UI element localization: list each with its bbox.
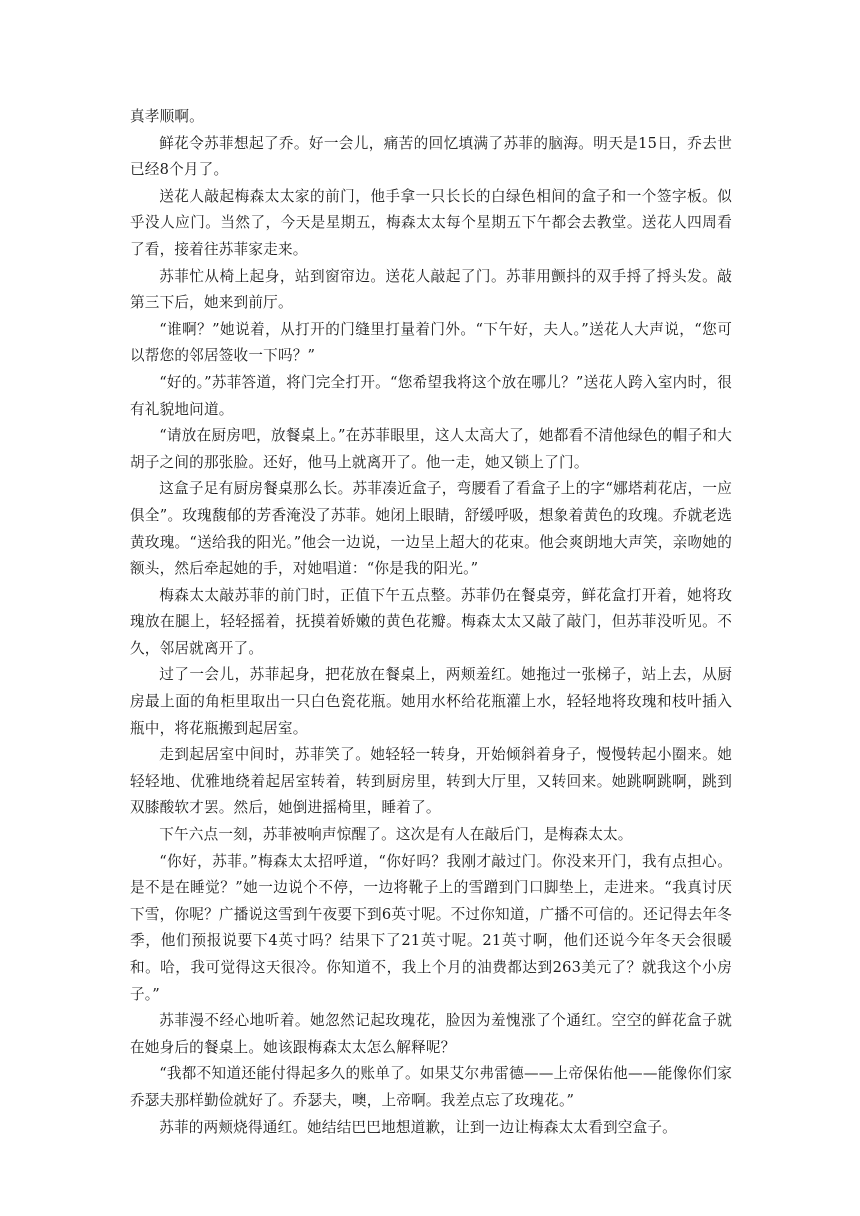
- paragraph: 过了一会儿，苏菲起身，把花放在餐桌上，两颊羞红。她拖过一张梯子，站上去，从厨房最上面的角柜里取出一只白色瓷花瓶。她用水杯给花瓶灌上水，轻轻地将玫瑰和枝叶插入瓶中，将花瓶搬到起居室。: [130, 666, 732, 737]
- paragraph: “请放在厨房吧，放餐桌上。”在苏菲眼里，这人太高大了，她都看不清他绿色的帽子和大胡子之间的那张脸。还好，他马上就离开了。他一走，她又锁上了门。: [130, 427, 732, 471]
- paragraph: “谁啊？”她说着，从打开的门缝里打量着门外。“下午好，夫人。”送花人大声说，“您可以帮您的邻居签收一下吗？”: [130, 320, 732, 365]
- paragraph: 走到起居室中间时，苏菲笑了。她轻轻一转身，开始倾斜着身子，慢慢转起小圈来。她轻轻地、优雅地绕着起居室转着，转到厨房里，转到大厅里，又转回来。她跳啊跳啊，跳到双膝酸软才罢。然后，她倒进摇椅里，睡着了。: [130, 746, 732, 817]
- paragraph: 苏菲忙从椅上起身，站到窗帘边。送花人敲起了门。苏菲用颤抖的双手捋了捋头发。敲第三下后，她来到前厅。: [130, 267, 732, 312]
- paragraph: “你好，苏菲。”梅森太太招呼道，“你好吗？我刚才敲过门。你没来开门，我有点担心。是不是在睡觉？”她一边说个不停，一边将靴子上的雪蹭到门口脚垫上，走进来。“我真讨厌下雪，你呢？广播说这雪到午夜要下到6英寸呢。不过你知道，广播不可信的。还记得去年冬季，他们预报说要下4英寸吗？结果下了21英寸呢。21英寸啊，他们还说今年冬天会很暖和。哈，我可觉得这天很冷。你知道不，我上个月的油费都达到263美元了？就我这个小房子。”: [130, 852, 732, 1003]
- document-body: [130, 104, 732, 1141]
- paragraph: “好的。”苏菲答道，将门完全打开。“您希望我将这个放在哪儿？”送花人跨入室内时，很有礼貌地问道。: [130, 373, 732, 418]
- paragraph: 梅森太太敲苏菲的前门时，正值下午五点整。苏菲仍在餐桌旁，鲜花盒打开着，她将玫瑰放在腿上，轻轻摇着，抚摸着娇嫩的黄色花瓣。梅森太太又敲了敲门，但苏菲没听见。不久，邻居就离开了。: [130, 586, 732, 657]
- paragraph: 鲜花令苏菲想起了乔。好一会儿，痛苦的回忆填满了苏菲的脑海。明天是15日，乔去世已经8个月了。: [130, 134, 732, 179]
- paragraph: “我都不知道还能付得起多久的账单了。如果艾尔弗雷德——上帝保佑他——能像你们家乔瑟夫那样勤俭就好了。乔瑟夫，噢，上帝啊。我差点忘了玫瑰花。”: [130, 1065, 732, 1109]
- paragraph: 这盒子足有厨房餐桌那么长。苏菲凑近盒子，弯腰看了看盒子上的字“娜塔莉花店，一应俱全”。玫瑰馥郁的芳香淹没了苏菲。她闭上眼睛，舒缓呼吸，想象着黄色的玫瑰。乔就老选黄玫瑰。“送给我的阳光。”他会一边说，一边呈上超大的花束。他会爽朗地大声笑，亲吻她的额头，然后牵起她的手，对她唱道：“你是我的阳光。”: [130, 480, 732, 578]
- paragraph: 下午六点一刻，苏菲被响声惊醒了。这次是有人在敲后门，是梅森太太。: [159, 826, 633, 844]
- paragraph: 送花人敲起梅森太太家的前门，他手拿一只长长的白绿色相间的盒子和一个签字板。似乎没人应门。当然了，今天是星期五，梅森太太每个星期五下午都会去教堂。送花人四周看了看，接着往苏菲家走来。: [130, 187, 732, 258]
- paragraph: 苏菲漫不经心地听着。她忽然记起玫瑰花，脸因为羞愧涨了个通红。空空的鲜花盒子就在她身后的餐桌上。她该跟梅森太太怎么解释呢？: [130, 1012, 732, 1056]
- paragraph: 真孝顺啊。: [130, 108, 204, 125]
- paragraph: 苏菲的两颊烧得通红。她结结巴巴地想道歉，让到一边让梅森太太看到空盒子。: [159, 1118, 677, 1136]
